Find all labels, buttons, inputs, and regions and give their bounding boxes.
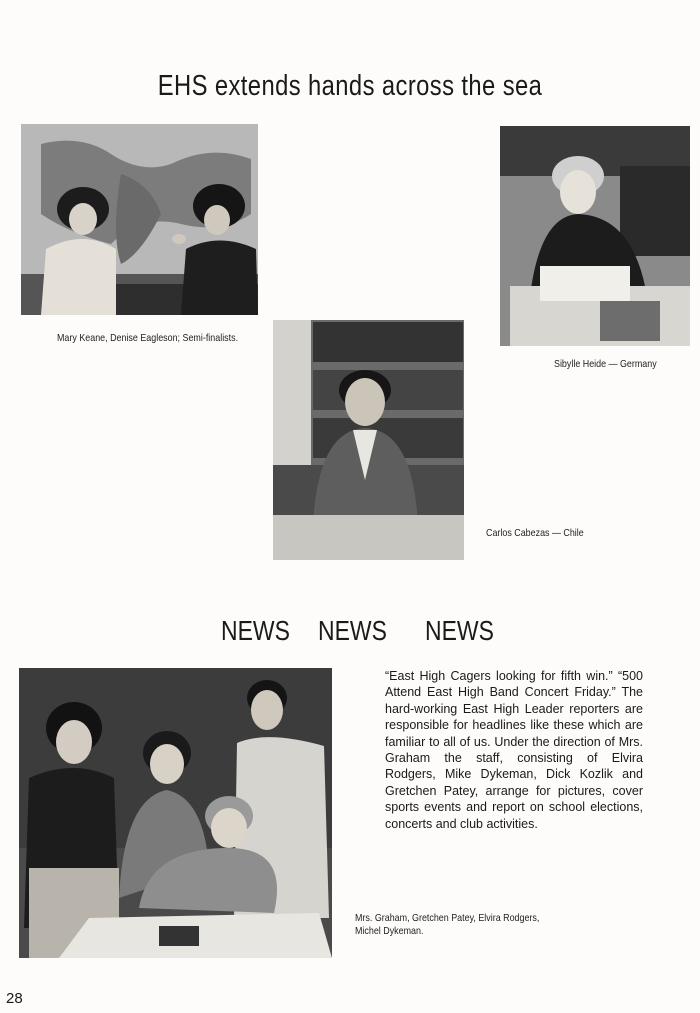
news-heading-2: NEWS: [318, 615, 387, 646]
group-photo: [19, 668, 332, 958]
news-heading-1: NEWS: [221, 615, 290, 646]
news-article-text: “East High Cagers looking for fifth win.” “500 Attend East High Band Concert Friday.” The hard-working East High Leader reporters are responsible for headlines like these which are familiar to all of us. Under the direction of Mrs. Graham the staff, consisting of Elvira Rodgers, Mike Dykeman, Dick Kozlik and Gretchen Patey, arrange for pictures, cover sports events and report on school elections, concerts and club activities.: [385, 669, 643, 831]
map-photo-caption: Mary Keane, Denise Eagleson; Semi-finalists.: [57, 332, 239, 344]
news-heading-3: NEWS: [425, 615, 494, 646]
map-photo: [21, 124, 258, 315]
page-title: EHS extends hands across the sea: [157, 70, 543, 102]
page-number: 28: [6, 990, 23, 1007]
sibylle-photo-caption: Sibylle Heide — Germany: [554, 358, 657, 370]
sibylle-photo: [500, 126, 690, 346]
carlos-photo-caption: Carlos Cabezas — Chile: [486, 527, 584, 539]
carlos-photo: [273, 320, 464, 560]
group-photo-caption-line-2: Michel Dykeman.: [355, 925, 424, 937]
group-photo-caption-line-1: Mrs. Graham, Gretchen Patey, Elvira Rodgers,: [355, 912, 540, 924]
